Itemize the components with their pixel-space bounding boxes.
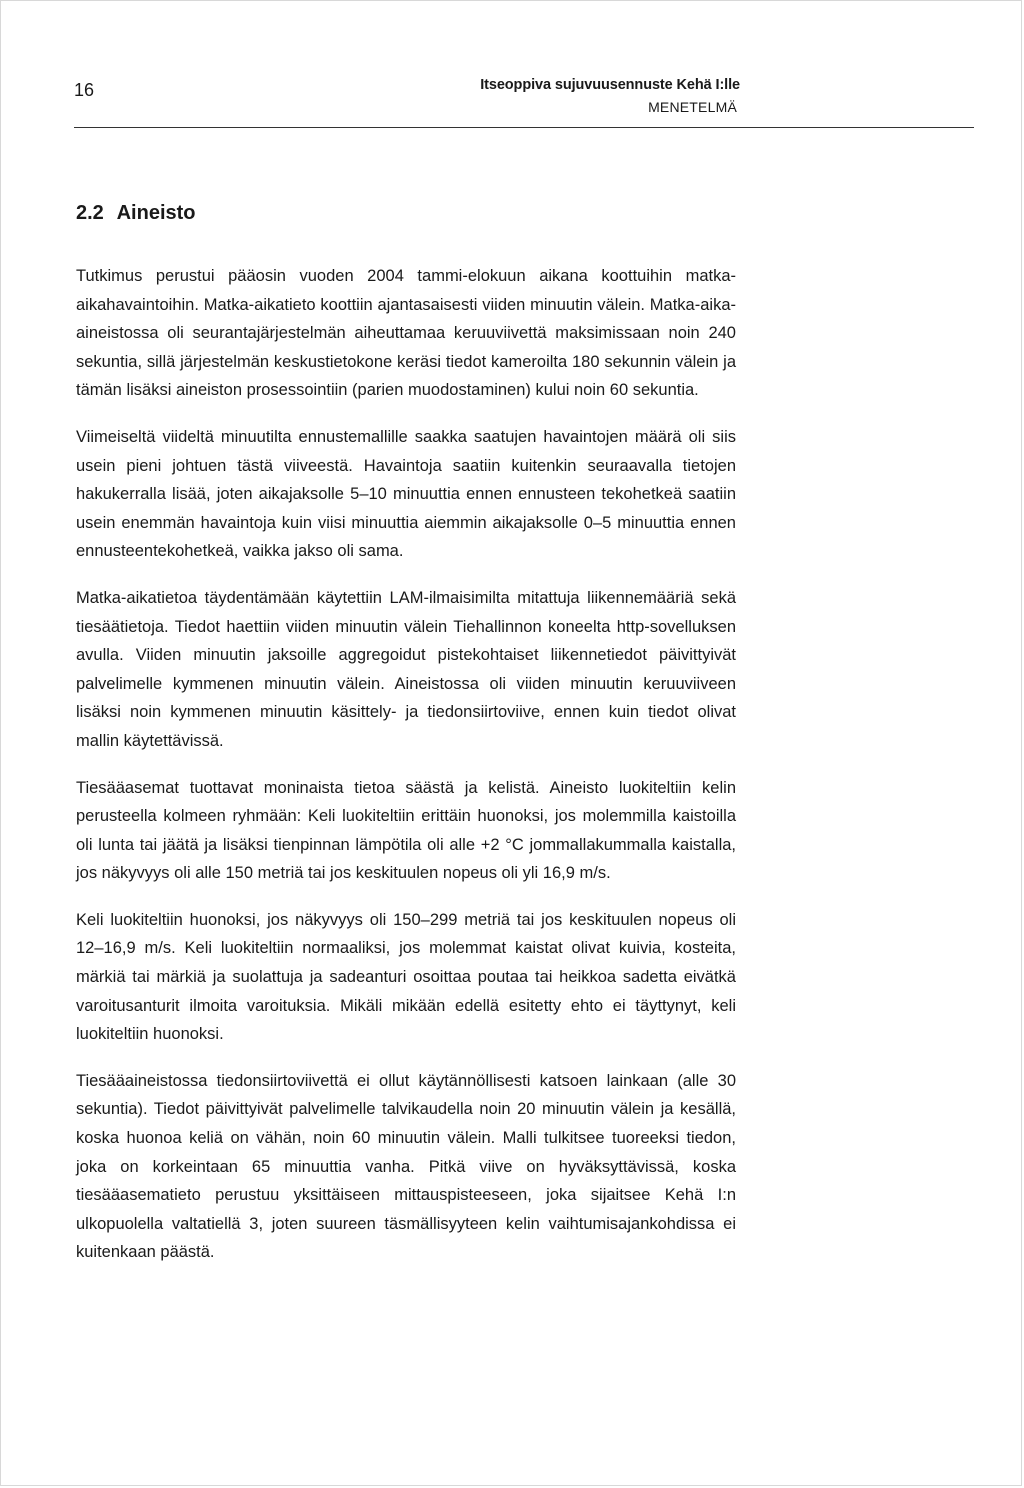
running-header-title: Itseoppiva sujuvuusennuste Kehä I:lle <box>480 77 740 93</box>
paragraph: Tutkimus perustui pääosin vuoden 2004 tammi-elokuun aikana koottuihin matka-aikahavaintoihin. Matka-aikatieto koottiin ajantasaisesti viiden minuutin välein. Matka-aika-aineistossa oli seurantajärjestelmän aiheuttamaa keruuviivettä maksimissaan noin 240 sekuntia, sillä järjestelmän keskustietokone keräsi tiedot kameroilta 180 sekunnin välein ja tämän lisäksi aineiston prosessointiin (parien muodostaminen) kului noin 60 sekuntia. <box>76 267 736 400</box>
running-header-section: MENETELMÄ <box>648 99 737 115</box>
paragraph: Keli luokiteltiin huonoksi, jos näkyvyys oli 150–299 metriä tai jos keskituulen nopeus oli 12–16,9 m/s. Keli luokiteltiin normaaliksi, jos molemmat kaistat olivat kuivia, kosteita, märkiä tai märkiä ja suolattuja ja sadeanturi osoittaa poutaa tai heikkoa sadetta eivätkä varoitusanturit ilmoita varoituksia. Mikäli mikään edellä esitetty ehto ei täyttynyt, keli luokiteltiin huonoksi. <box>76 910 736 1044</box>
header-divider <box>74 127 974 128</box>
page-number: 16 <box>74 80 95 100</box>
paragraph: Matka-aikatietoa täydentämään käytettiin LAM-ilmaisimilta mitattuja liikennemääriä sekä tiesäätietoja. Tiedot haettiin viiden minuutin välein Tiehallinnon koneelta http-sovelluksen avulla. Viiden minuutin jaksoille aggregoidut pistekohtaiset liikennetiedot päivittyivät palvelimelle kymmenen minuutin välein. Aineistossa oli viiden minuutin keruuviiveen lisäksi noin kymmenen minuutin käsittely- ja tiedonsiirtoviive, ennen kuin tiedot olivat mallin käytettävissä. <box>76 588 736 750</box>
paragraph: Tiesääaineistossa tiedonsiirtoviivettä ei ollut käytännöllisesti katsoen lainkaan (alle 30 sekuntia). Tiedot päivittyivät palvelimelle talvikaudella noin 20 minuutin välein ja kesällä, koska huonoa keliä on vähän, noin 60 minuutin välein. Malli tulkitsee tuoreeksi tiedon, joka on korkeintaan 65 minuuttia vanha. Pitkä viive on hyväksyttävissä, koska tiesääasematieto perustuu yksittäiseen mittauspisteeseen, joka sijaitsee Kehä I:n ulkopuolella valtatiellä 3, joten suureen täsmällisyyteen kelin vaihtumisajankohdissa ei kuitenkaan päästä. <box>76 1071 736 1262</box>
paragraph: Viimeiseltä viideltä minuutilta ennustemallille saakka saatujen havaintojen määrä oli siis usein pieni johtuen tästä viiveestä. Havaintoja saatiin kuitenkin seuraavalla tietojen hakukerralla lisää, joten aikajaksolle 5–10 minuuttia ennen ennusteen tekohetkeä saatiin usein enemmän havaintoja kuin viisi minuuttia aiemmin aikajaksolle 0–5 minuuttia ennen ennusteentekohetkeä, vaikka jakso oli sama. <box>76 427 736 561</box>
body-text <box>76 262 736 1285</box>
section-heading: 2.2 Aineisto <box>76 202 196 224</box>
paragraph: Tiesääasemat tuottavat moninaista tietoa säästä ja kelistä. Aineisto luokiteltiin kelin perusteella kolmeen ryhmään: Keli luokiteltiin erittäin huonoksi, jos molemmilla kaistoilla oli lunta tai jäätä ja lisäksi tienpinnan lämpötila oli alle +2 °C jommallakummalla kaistalla, jos näkyvyys oli alle 150 metriä tai jos keskituulen nopeus oli yli 16,9 m/s. <box>76 778 736 883</box>
